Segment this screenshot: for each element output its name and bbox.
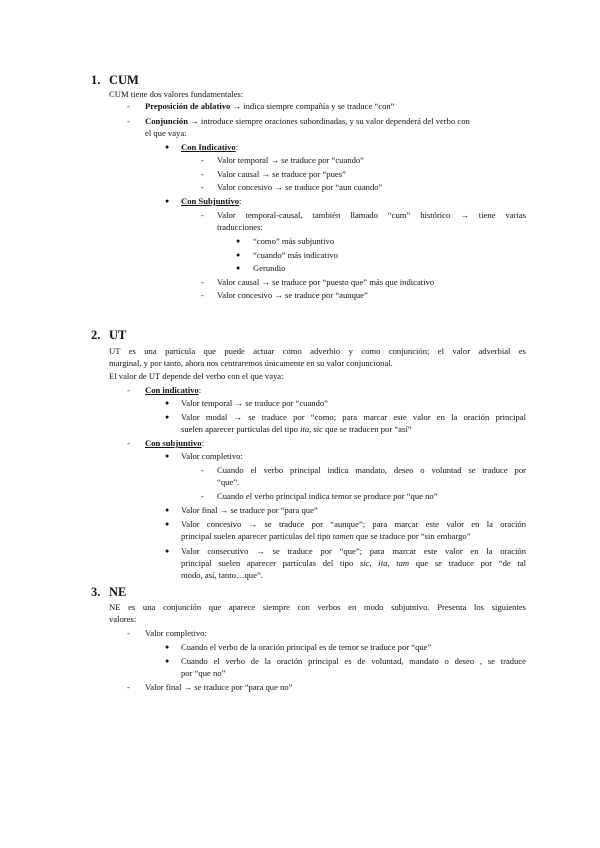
s2-completivo-item-cont: “que”. xyxy=(217,477,240,487)
s1-prep-item: Preposición de ablativo → indica siempre compañía y se traduce “con” xyxy=(145,101,395,111)
s1-conj-item: Conjunción → introduce siempre oraciones subordinadas, y su valor dependerá del verbo con xyxy=(145,116,470,126)
section-3-title: NE xyxy=(109,585,127,599)
s3-paragraph-line: valores: xyxy=(109,614,137,624)
s1-ind-item: Valor concesivo → se traduce por “aun cuando” xyxy=(217,182,383,192)
s2-paragraph-line: UT es una partícula que puede actuar como adverbio y como conjunción; el valor adverbial es xyxy=(109,346,526,356)
section-1-title: CUM xyxy=(109,73,139,87)
bullet-marker: ● xyxy=(165,413,170,421)
dash-marker: - xyxy=(127,628,130,638)
s2-consecutivo-cont: modo, así, tanto…que”. xyxy=(181,570,263,580)
s2-completivo-item: Cuando el verbo principal indica temor se produce por “que no” xyxy=(217,491,438,501)
s1-translation-item: Gerundio xyxy=(253,263,286,273)
bullet-marker: ● xyxy=(165,643,170,651)
dash-marker: - xyxy=(201,491,204,501)
s2-ind-temporal: Valor temporal → se traduce por “cuando” xyxy=(181,398,328,408)
dash-marker: - xyxy=(201,182,204,192)
dash-marker: - xyxy=(127,682,130,692)
bullet-marker: ● xyxy=(165,547,170,555)
dash-marker: - xyxy=(127,438,130,448)
dash-marker: - xyxy=(127,101,130,111)
section-2-number: 2. xyxy=(91,328,101,342)
s1-translation-item: “como” más subjuntivo xyxy=(253,236,335,246)
s1-intro: CUM tiene dos valores fundamentales: xyxy=(109,89,244,99)
s2-paragraph-line: marginal, y por tanto, ahora nos centraremos únicamente en su valor conjuncional. xyxy=(109,358,393,368)
s2-ind-modal: Valor modal → se traduce por “como; para marcar este valor en la oración principal xyxy=(181,412,526,422)
s1-conj-item-cont: el que vaya: xyxy=(145,128,187,138)
s3-completivo-item: Cuando el verbo de la oración principal es de voluntad, mandato o deseo , se traduce xyxy=(181,656,526,666)
s1-ind-item: Valor temporal → se traduce por “cuando” xyxy=(217,155,364,165)
s2-indicativo-label: Con indicativo: xyxy=(145,385,202,395)
dash-marker: - xyxy=(201,155,204,165)
s2-completivo-item: Cuando el verbo principal indica mandato, deseo o voluntad se traduce por xyxy=(217,465,526,475)
bullet-marker: ● xyxy=(236,237,241,245)
dash-marker: - xyxy=(201,169,204,179)
bullet-marker: ● xyxy=(165,506,170,514)
s2-consecutivo: Valor consecutivo → se traduce por “que”; para marcar este valor en la oración xyxy=(181,546,526,556)
bullet-marker: ● xyxy=(165,452,170,460)
dash-marker: - xyxy=(201,210,204,220)
s1-subj-temporal-causal-cont: traducciones: xyxy=(217,222,263,232)
bullet-marker: ● xyxy=(165,657,170,665)
bullet-marker: ● xyxy=(236,251,241,259)
s2-concesivo: Valor concesivo → se traduce por “aunque”; para marcar este valor en la oración xyxy=(181,519,526,529)
dash-marker: - xyxy=(127,116,130,126)
s3-completivo-item: Cuando el verbo de la oración principal es de temor se traduce por “que” xyxy=(181,642,432,652)
s2-final: Valor final → se traduce por “para que” xyxy=(181,505,318,515)
bullet-marker: ● xyxy=(236,264,241,272)
s1-subj-item: Valor concesivo → se traduce por “aunque” xyxy=(217,290,368,300)
dash-marker: - xyxy=(201,277,204,287)
bullet-marker: ● xyxy=(165,520,170,528)
bullet-marker: ● xyxy=(165,399,170,407)
s1-indicativo-label: Con Indicativo: xyxy=(181,142,239,152)
s1-subj-item: Valor causal → se traduce por “puesto que” más que indicativo xyxy=(217,277,435,287)
s2-paragraph-2: El valor de UT depende del verbo con el que vaya: xyxy=(109,371,284,381)
section-3-number: 3. xyxy=(91,585,101,599)
s1-subjuntivo-label: Con Subjuntivo: xyxy=(181,196,242,206)
bullet-marker: ● xyxy=(165,197,170,205)
s2-ind-modal-cont: suelen aparecer partículas del tipo ita, sic que se traducen por “así” xyxy=(181,424,412,434)
dash-marker: - xyxy=(201,290,204,300)
s2-completivo-label: Valor completivo: xyxy=(181,451,243,461)
s3-final: Valor final → se traduce por “para que no” xyxy=(145,682,293,692)
bullet-marker: ● xyxy=(165,143,170,151)
s1-ind-item: Valor causal → se traduce por “pues” xyxy=(217,169,346,179)
section-1-number: 1. xyxy=(91,73,101,87)
s1-subj-temporal-causal: Valor temporal-causal, también llamado “cum” histórico → tiene varias xyxy=(217,210,526,220)
s3-completivo-item-cont: por “que no” xyxy=(181,668,226,678)
s2-subjuntivo-label: Con subjuntivo: xyxy=(145,438,204,448)
s2-concesivo-cont: principal suelen aparecer partículas del tipo tamen que se traduce por “sin embargo” xyxy=(181,531,471,541)
section-2-title: UT xyxy=(109,328,127,342)
s2-consecutivo-cont: principal suelen aparecer partículas del tipo sic, ita, tam que se traduce por “de tal xyxy=(181,558,526,568)
s1-translation-item: “cuando” más indicativo xyxy=(253,250,338,260)
s3-completivo-label: Valor completivo: xyxy=(145,628,207,638)
dash-marker: - xyxy=(201,465,204,475)
dash-marker: - xyxy=(127,385,130,395)
s3-paragraph-line: NE es una conjunción que aparece siempre con verbos en modo subjuntivo. Presenta los siguientes xyxy=(109,602,526,612)
